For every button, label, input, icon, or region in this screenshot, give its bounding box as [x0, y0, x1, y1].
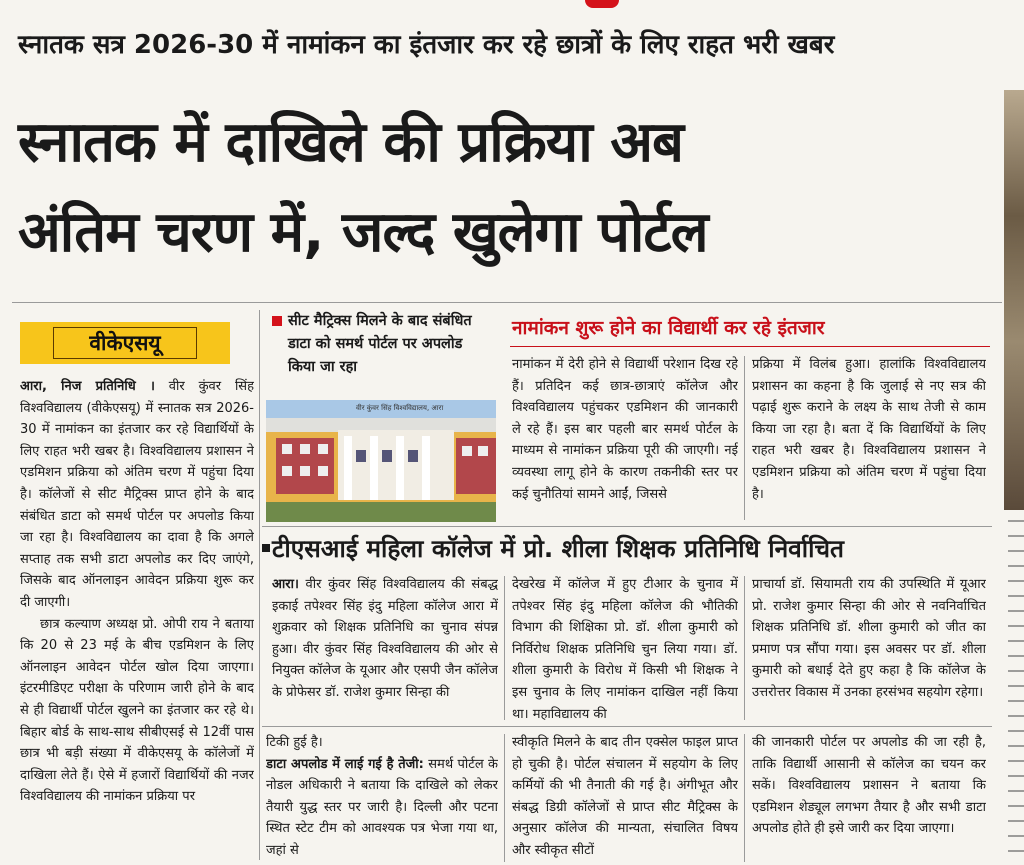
divider	[262, 726, 992, 727]
divider	[259, 310, 260, 860]
headline-line-2: अंतिम चरण में, जल्द खुलेगा पोर्टल	[18, 200, 708, 265]
college-building-illustration	[266, 400, 496, 522]
adjacent-photo-edge	[1004, 90, 1024, 510]
divider	[744, 734, 745, 862]
top-red-marker	[585, 0, 619, 8]
story1-paragraph-1: वीर कुंवर सिंह विश्वविद्यालय (वीकेएसयू) में स्नातक सत्र 2026-30 में नामांकन का इंतजार कर रहे विद्यार्थियों के लिए राहत भरी खबर है। विश्वविद्यालय प्रशासन ने एडमिशन प्रक्रिया को अंतिम चरण में पहुंचा दिया है। कॉलेजों से सीट मैट्रिक्स प्राप्त होने के बाद संबंधित डाटा को समर्थ पोर्टल पर अपलोड किया जा रहा है। विश्वविद्यालय का दावा है कि अगले सप्ताह तक सभी डाटा अपलोड कर दिए जाएंगे, जिसके बाद ऑनलाइन आवेदन प्रक्रिया शुरू कर दी जाएगी।	[20, 379, 254, 610]
headline-line-1: स्नातक में दाखिले की प्रक्रिया अब	[18, 110, 684, 175]
story1-subheading: नामांकन शुरू होने का विद्यार्थी कर रहे इंतजार	[512, 317, 825, 339]
divider	[744, 356, 745, 520]
divider	[12, 302, 1002, 303]
story1-continued-text: समर्थ पोर्टल के नोडल अधिकारी ने बताया कि दाखिले को लेकर तैयारी युद्ध स्तर पर जारी है। दिल्ली और पटना स्थित स्टेट टीम को आवश्यक पत्र भेजा गया था, जहां से	[266, 756, 498, 858]
photo-sign-text: वीर कुंवर सिंह विश्वविद्यालय, आरा	[356, 404, 444, 412]
kicker-headline: स्नातक सत्र 2026-30 में नामांकन का इंतजार कर रहे छात्रों के लिए राहत भरी खबर	[18, 30, 835, 60]
story2-column-3: प्राचार्या डॉ. सियामती राय की उपस्थिति में यूआर प्रो. राजेश कुमार सिन्हा की ओर से नवनिर्वाचित शिक्षक प्रतिनिधि डॉ. शीला कुमारी को जीत का प्रमाण पत्र सौंपा गया। इस अवसर पर डॉ. शीला कुमारी को बधाई देते हुए कहा है कि कॉलेज के उत्तरोत्तर विकास में उनका हरसंभव सहयोग रहेगा।	[752, 577, 986, 700]
photo-caption: सीट मैट्रिक्स मिलने के बाद संबंधित डाटा को समर्थ पोर्टल पर अपलोड किया जा रहा	[288, 313, 472, 375]
headline-bullet	[262, 544, 270, 552]
subheading-underline	[510, 346, 990, 347]
story2-column-1	[272, 574, 498, 722]
story1-paragraph-2: छात्र कल्याण अध्यक्ष प्रो. ओपी राय ने बताया कि 20 से 23 मई के बीच एडमिशन के लिए ऑनलाइन आवेदन पोर्टल खोल दिया जाएगा। इंटरमीडिएट परीक्षा के परिणाम जारी होने के बाद से ही विद्यार्थी पोर्टल खुलने का इंतजार कर रहे थे। बिहार बोर्ड के साथ-साथ सीबीएसई से 12वीं पास छात्र भी बड़ी संख्या में वीकेएसयू के कॉलेजों में दाखिला लेते हैं। ऐसे में हजारों विद्यार्थियों की नजर विश्वविद्यालय की नामांकन प्रक्रिया पर	[20, 616, 254, 805]
badge-label: वीकेएसयू	[53, 327, 197, 359]
divider	[744, 576, 745, 720]
adjacent-column-edge	[1008, 520, 1024, 860]
section-badge	[20, 322, 230, 364]
story1-continued-lead: टिकी हुई है।	[266, 735, 323, 750]
main-headline	[18, 98, 1008, 278]
divider	[504, 734, 505, 862]
story1-column-3-continued: की जानकारी पोर्टल पर अपलोड की जा रही है, ताकि विद्यार्थी आसानी से कॉलेज का चयन कर सकें। विश्वविद्यालय प्रशासन ने बताया कि एडमिशन शेड्यूल लगभग तैयार है और सभी डाटा अपलोड होते ही इसे जारी कर दिया जाएगा।	[752, 735, 986, 837]
story2-column-1-text: वीर कुंवर सिंह विश्वविद्यालय की संबद्ध इकाई तपेश्वर सिंह इंदु महिला कॉलेज आरा में शुक्रवार को शिक्षक प्रतिनिधि का चुनाव संपन्न हुआ। वीर कुंवर सिंह विश्वविद्यालय की ओर से नियुक्त कॉलेज के यूआर और एसपी जैन कॉलेज के प्रोफेसर डॉ. राजेश कुमार सिन्हा की	[272, 577, 498, 700]
divider	[504, 576, 505, 720]
story1-column-3: प्रक्रिया में विलंब हुआ। हालांकि विश्वविद्यालय प्रशासन का कहना है कि जुलाई से नए सत्र की पढ़ाई शुरू कराने के लक्ष्य के साथ तेजी से काम किया जा रहा है। बता दें कि विद्यार्थियों के लिए राहत भरी खबर है। विश्वविद्यालय प्रशासन ने एडमिशन प्रक्रिया को अंतिम चरण में पहुंचा दिया है।	[752, 357, 986, 502]
caption-bullet	[272, 316, 282, 326]
story1-column-1-continued	[266, 732, 498, 862]
story1-column-1	[20, 376, 254, 861]
story2-dateline: आरा।	[272, 577, 299, 592]
story1-column-2-continued: स्वीकृति मिलने के बाद तीन एक्सेल फाइल प्राप्त हो चुकी है। पोर्टल संचालन में सहयोग के लिए कर्मियों की भी तैनाती की गई है। अंगीभूत और संबद्ध डिग्री कॉलेजों से प्राप्त सीट मैट्रिक्स के अनुसार कॉलेज की मान्यता, संचालित विषय और स्वीकृत सीटों	[512, 735, 738, 858]
story2-column-2: देखरेख में कॉलेज में हुए टीआर के चुनाव में तपेश्वर सिंह इंदु महिला कॉलेज की भौतिकी विभाग की शिक्षिका प्रो. डॉ. शीला कुमारी को निर्विरोध शिक्षक प्रतिनिधि चुन लिया गया। डॉ. शीला कुमारी के विरोध में किसी भी शिक्षक ने इस चुनाव के लिए नामांकन दाखिल नहीं किया था। महाविद्यालय की	[512, 577, 738, 722]
college-photo	[266, 400, 496, 522]
story2-headline: टीएसआई महिला कॉलेज में प्रो. शीला शिक्षक प्रतिनिधि निर्वाचित	[272, 534, 845, 563]
story1-crosshead: डाटा अपलोड में लाई गई है तेजी:	[266, 756, 424, 772]
story1-dateline: आरा, निज प्रतिनिधि ।	[20, 379, 155, 394]
story1-column-2: नामांकन में देरी होने से विद्यार्थी परेशान दिख रहे हैं। प्रतिदिन कई छात्र-छात्राएं कॉलेज और विश्वविद्यालय पहुंचकर एडमिशन की जानकारी ले रहे हैं। इस बार पहली बार समर्थ पोर्टल के माध्यम से नामांकन प्रक्रिया पूरी की जाएगी। नई व्यवस्था लागू होने के कारण तकनीकी स्तर पर कई चुनौतियां सामने आईं, जिससे	[512, 357, 738, 502]
divider	[262, 526, 992, 527]
